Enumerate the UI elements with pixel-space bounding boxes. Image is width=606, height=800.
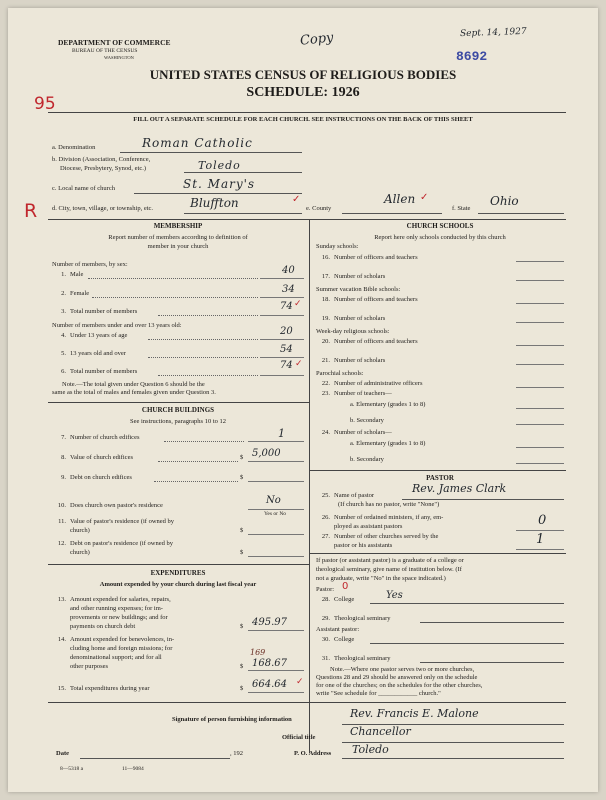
expenditures-intro: Amount expended by your church during last fiscal year [99,581,257,588]
q23a-row: a. Elementary (grades 1 to 8) [350,401,426,408]
q10-hint: Yes or No [264,511,287,517]
q7-field[interactable] [248,441,304,442]
section-divider [309,470,566,471]
q5-row: 5. 13 years old and over [61,350,126,357]
q15-field[interactable] [248,692,304,693]
division-label-1: b. Division (Association, Conference, [52,156,151,163]
q17-row: 17. Number of scholars [321,273,386,280]
county-line [342,213,442,214]
q6-row: 6. Total number of members [61,368,138,375]
date-note: Sept. 14, 1927 [459,26,527,40]
q13-row-4: payments on church debt [70,623,136,630]
signature-label: Signature of person furnishing information [172,716,292,723]
division-label-2: Diocese, Presbytery, Synod, etc.) [60,165,147,172]
local-name-value[interactable]: St. Mary's [183,177,256,191]
q6-field[interactable] [260,375,304,376]
q23b-field[interactable] [516,424,564,425]
q1-field[interactable] [260,278,304,279]
q26-row-2: ployed as assistant pastors [334,523,403,530]
denomination-line [120,152,302,153]
q10-row: 10. Does church own pastor's residence [57,502,163,509]
leader-dots [158,315,258,316]
q19-field[interactable] [516,322,564,323]
division-line [184,172,302,173]
q25-line [402,499,564,500]
q12-field[interactable] [248,556,304,557]
q25-value[interactable]: Rev. James Clark [412,482,507,495]
q24a-field[interactable] [516,447,564,448]
q19-row: 19. Number of scholars [321,315,386,322]
membership-note-2: same as the total of males and females given under Question 3. [52,389,216,396]
q3-value: 74 [280,301,293,312]
date-year: , 192 [230,750,243,757]
check-mark-icon: ✓ [295,358,303,368]
section-divider [48,219,566,220]
pastor-title: PASTOR [426,474,454,482]
q30-line [370,643,564,644]
pastor-note-3: for one of the churches; on the schedules for the other churches, [316,682,483,689]
q26-row: 26. Number of ordained ministers, if any, em- [321,514,444,521]
po-address-line [342,758,564,759]
leader-dots [164,441,244,442]
q8-field[interactable] [248,461,304,462]
q10-field[interactable] [248,509,304,510]
q18-field[interactable] [516,303,564,304]
q8-value: 5,000 [252,448,281,459]
q14-note: 169 [250,648,266,657]
margin-r-mark: R [24,200,38,222]
assistant-pastor-subhead: Assistant pastor: [316,626,360,633]
q20-row: 20. Number of officers and teachers [321,338,418,345]
graduate-note-2: theological seminary, give name of institution below. (If [316,566,462,573]
dollar-sign: $ [240,685,244,692]
state-value[interactable]: Ohio [490,194,519,208]
schools-intro: Report here only schools conducted by this church [374,234,506,241]
column-divider [309,219,310,753]
q13-row-3: provements or new buildings; and for [70,614,168,621]
q16-field[interactable] [516,261,564,262]
pastor-subhead: Pastor: [316,586,335,593]
q30-row: 30. College [321,636,355,643]
dollar-sign: $ [240,663,244,670]
leader-dots [148,357,258,358]
q29-row: 29. Theological seminary [321,615,391,622]
check-mark-icon: ✓ [294,298,302,308]
q14-row-4: other purposes [70,663,109,670]
check-mark-icon: ✓ [292,194,301,205]
q5-value: 54 [280,344,293,355]
city-label: WASHINGTON [104,55,134,60]
state-line [478,213,564,214]
official-title-value[interactable]: Chancellor [350,725,411,738]
q2-value: 34 [282,284,295,295]
division-value[interactable]: Toledo [198,159,241,172]
section-divider [309,553,566,554]
q29-line [420,622,564,623]
department-label: DEPARTMENT OF COMMERCE [58,38,171,47]
leader-dots [158,461,238,462]
graduate-note-1: If pastor (or assistant pastor) is a graduate of a college or [316,557,464,564]
denomination-value[interactable]: Roman Catholic [142,136,253,150]
q26-value: 0 [538,513,547,528]
title-line-1: UNITED STATES CENSUS OF RELIGIOUS BODIES [149,67,457,82]
q9-row: 9. Debt on church edifices [61,474,132,481]
signature-value[interactable]: Rev. Francis E. Malone [350,707,479,720]
state-label: f. State [452,205,471,212]
q21-field[interactable] [516,364,564,365]
q6-value: 74 [280,360,293,371]
q3-row: 3. Total number of members [61,308,138,315]
pastor-note-1: Note.—Where one pastor serves two or more churches, [330,666,475,673]
leader-dots [154,481,238,482]
q22-row: 22. Number of administrative officers [321,380,423,387]
q15-row: 15. Total expenditures during year [57,685,150,692]
q27-row: 27. Number of other churches served by the [321,533,439,540]
sunday-schools-label: Sunday schools: [316,243,359,250]
section-divider [48,564,309,565]
q14-row-2: cluding home and foreign missions; for [70,645,173,652]
by-sex-label: Number of members, by sex: [52,261,128,268]
po-address-value[interactable]: Toledo [352,743,389,756]
q10-value: No [266,495,281,506]
denomination-label: a. Denomination [52,144,96,151]
summer-schools-label: Summer vacation Bible schools: [316,286,401,293]
q13-row: 13. Amount expended for salaries, repairs, [57,596,171,603]
q31-line [420,662,564,663]
dollar-sign: $ [240,623,244,630]
form-number: 11—9084 [122,766,144,772]
q14-row-3: denominational support; and for all [70,654,162,661]
by-age-label: Number of members under and over 13 years old: [52,322,182,329]
q7-value: 1 [278,427,285,440]
graduate-note-3: not a graduate, write "No" in the space indicated.) [316,575,446,582]
expenditures-title: EXPENDITURES [150,569,206,577]
buildings-intro: See instructions, paragraphs 10 to 12 [129,418,227,425]
q21-row: 21. Number of scholars [321,357,386,364]
q20-field[interactable] [516,345,564,346]
county-label: e. County [306,205,332,212]
leader-dots [158,375,258,376]
q14-value: 168.67 [252,658,287,669]
q26-field[interactable] [516,530,564,531]
section-divider [48,402,309,403]
dollar-sign: $ [240,549,244,556]
instruction-line: FILL OUT A SEPARATE SCHEDULE FOR EACH CHURCH. SEE INSTRUCTIONS ON THE BACK OF THIS SHEET [133,116,473,123]
q22-field[interactable] [516,387,564,388]
stamp-number: 8692 [456,49,488,64]
q4-field[interactable] [260,339,304,340]
membership-intro-1: Report number of members according to definition of [108,234,248,241]
q17-field[interactable] [516,280,564,281]
q27-row-2: pastor or his assistants [334,542,393,549]
q24a-row: a. Elementary (grades 1 to 8) [350,440,426,447]
q1-row: 1. Male [61,271,84,278]
dollar-sign: $ [240,454,244,461]
leader-dots [88,278,258,279]
q28-row: 28. College [321,596,355,603]
city-line [184,213,302,214]
q9-field[interactable] [248,481,304,482]
q13-field[interactable] [248,630,304,631]
dollar-sign: $ [240,474,244,481]
parochial-schools-label: Parochial schools: [316,370,364,377]
check-mark-icon: ✓ [296,676,304,686]
q27-field[interactable] [516,549,564,550]
q16-row: 16. Number of officers and teachers [321,254,418,261]
q1-value: 40 [282,265,295,276]
q27-value: 1 [536,532,545,547]
pastor-mark: 0 [342,581,349,592]
local-name-label: c. Local name of church [52,185,115,192]
title-line-2: SCHEDULE: 1926 [246,85,360,100]
q3-field[interactable] [260,315,304,316]
q18-row: 18. Number of officers and teachers [321,296,418,303]
q23-row: 23. Number of teachers— [321,390,392,397]
census-schedule-sheet [8,8,598,792]
pastor-note-2: Questions 28 and 29 should be answered only on the schedule [316,674,478,681]
q23b-row: b. Secondary [350,417,384,424]
q15-value: 664.64 [252,679,287,690]
q4-value: 20 [280,326,293,337]
copy-note: Copy [299,30,335,49]
q12-row: 12. Debt on pastor's residence (if owned by [57,540,173,547]
q28-line [370,603,564,604]
q7-row: 7. Number of church edifices [61,434,140,441]
q31-row: 31. Theological seminary [321,655,391,662]
q25-row: 25. Name of pastor [321,492,375,499]
city-value[interactable]: Bluffton [190,196,239,210]
dollar-sign: $ [240,527,244,534]
buildings-title: CHURCH BUILDINGS [141,406,215,414]
membership-title: MEMBERSHIP [153,222,203,230]
q11-field[interactable] [248,534,304,535]
q11-row-2: church) [70,527,90,534]
date-label: Date [56,750,69,757]
q24b-row: b. Secondary [350,456,384,463]
check-mark-icon: ✓ [420,192,429,203]
leader-dots [148,339,258,340]
q11-row: 11. Value of pastor's residence (if owned by [58,518,175,525]
city-label: d. City, town, village, or township, etc. [52,205,154,212]
q14-row: 14. Amount expended for benevolences, in- [57,636,175,643]
q25-hint: (If church has no pastor, write "None") [338,501,440,508]
divider [48,112,566,113]
q2-row: 2. Female [61,290,90,297]
local-name-line [134,193,302,194]
q23a-field[interactable] [516,408,564,409]
bureau-label: BUREAU OF THE CENSUS [72,48,138,54]
section-divider [48,702,566,703]
po-address-label: P. O. Address [294,750,332,757]
q13-row-2: and other running expenses; for im- [70,605,163,612]
q4-row: 4. Under 13 years of age [61,332,128,339]
margin-number: 95 [34,94,56,114]
q8-row: 8. Value of church edifices [61,454,133,461]
date-line[interactable] [80,758,230,759]
pastor-note-4: write "See schedule for ____________ church." [316,690,441,697]
q24b-field[interactable] [516,463,564,464]
county-value[interactable]: Allen [384,192,416,206]
q12-row-2: church) [70,549,90,556]
form-code: 8—5318 a [60,766,84,772]
schools-title: CHURCH SCHOOLS [406,222,474,230]
q24-row: 24. Number of scholars— [321,429,392,436]
membership-intro-2: member in your church [147,243,209,250]
q13-value: 495.97 [252,617,287,628]
official-title-label: Official title [282,734,316,741]
membership-note-1: Note.—The total given under Question 6 should be the [62,381,205,388]
q14-field[interactable] [248,670,304,671]
leader-dots [92,297,258,298]
q28-value[interactable]: Yes [386,590,403,601]
weekday-schools-label: Week-day religious schools: [316,328,390,335]
